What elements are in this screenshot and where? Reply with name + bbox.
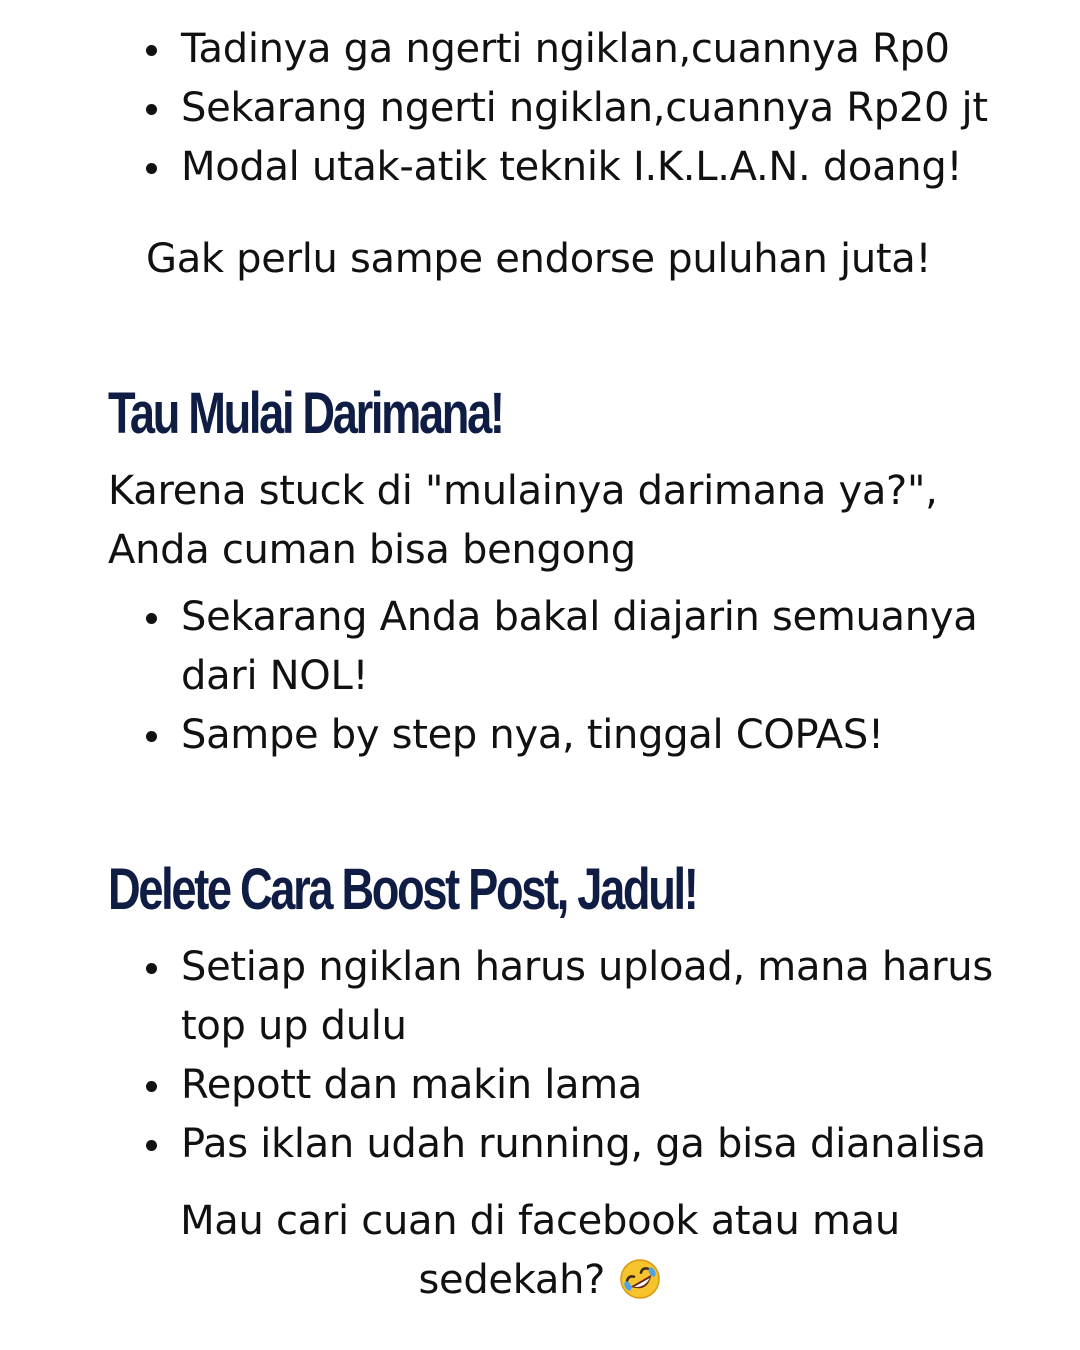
start-bullet-list bbox=[146, 588, 1026, 765]
list-item-text: Sampe by step nya, tinggal COPAS! bbox=[181, 712, 884, 758]
section-heading-start: Tau Mulai Darimana! bbox=[108, 381, 503, 446]
list-item-text: Modal utak-atik teknik I.K.L.A.N. doang! bbox=[181, 144, 963, 190]
bullet-icon bbox=[146, 963, 157, 974]
list-item bbox=[146, 1056, 1026, 1115]
rolling-on-floor-laughing-icon bbox=[618, 1257, 662, 1301]
bullet-icon bbox=[146, 163, 157, 174]
bullet-icon bbox=[146, 1081, 157, 1092]
list-item bbox=[146, 20, 1026, 79]
intro-bullet-list bbox=[146, 20, 1026, 197]
list-item bbox=[146, 79, 1026, 138]
intro-note: Gak perlu sampe endorse puluhan juta! bbox=[146, 236, 932, 282]
list-item bbox=[146, 938, 1026, 1056]
list-item bbox=[146, 1115, 1026, 1174]
section-paragraph: Karena stuck di "mulainya darimana ya?", Anda cuman bisa bengong bbox=[108, 468, 938, 573]
section-heading-boost-post: Delete Cara Boost Post, Jadul! bbox=[108, 857, 697, 922]
list-item-text: Sekarang ngerti ngiklan,cuannya Rp20 jt bbox=[181, 85, 988, 131]
bullet-icon bbox=[146, 45, 157, 56]
bullet-icon bbox=[146, 1140, 157, 1151]
list-item-text: Pas iklan udah running, ga bisa dianalisa bbox=[181, 1121, 986, 1167]
list-item bbox=[146, 588, 1026, 706]
list-item-text: Repott dan makin lama bbox=[181, 1062, 643, 1108]
closing-question bbox=[160, 1192, 920, 1310]
list-item bbox=[146, 706, 1026, 765]
bullet-icon bbox=[146, 613, 157, 624]
list-item-text: Sekarang Anda bakal diajarin semuanya dari NOL! bbox=[181, 594, 978, 699]
closing-text: Mau cari cuan di facebook atau mau sedekah? bbox=[180, 1198, 900, 1303]
list-item-text: Tadinya ga ngerti ngiklan,cuannya Rp0 bbox=[181, 26, 950, 72]
boost-post-bullet-list bbox=[146, 938, 1026, 1174]
bullet-icon bbox=[146, 731, 157, 742]
list-item-text: Setiap ngiklan harus upload, mana harus top up dulu bbox=[181, 944, 993, 1049]
list-item bbox=[146, 138, 1026, 197]
bullet-icon bbox=[146, 104, 157, 115]
